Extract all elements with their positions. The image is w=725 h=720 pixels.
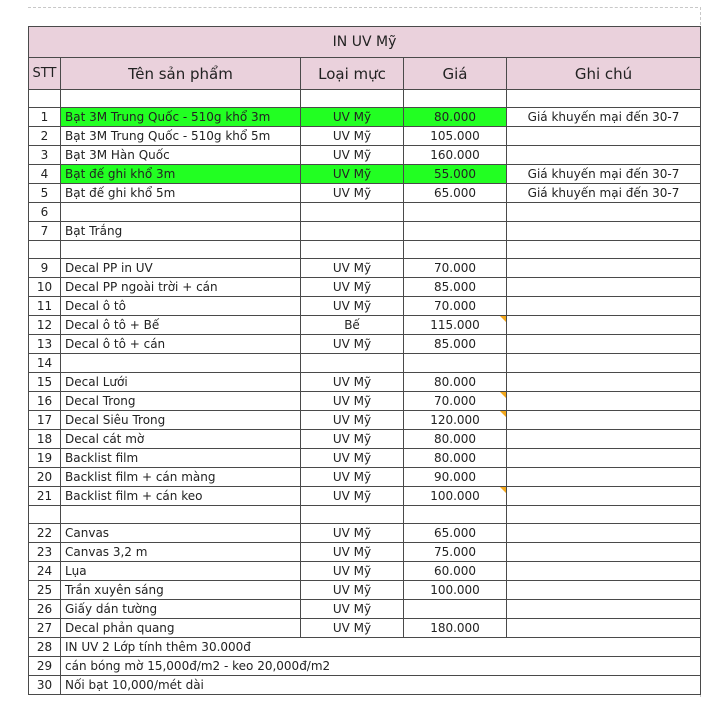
cell-ink[interactable]: UV Mỹ [301, 449, 404, 468]
cell-ink[interactable] [301, 506, 404, 524]
table-row [29, 657, 701, 676]
cell-price[interactable] [404, 638, 507, 657]
cell-ink[interactable]: UV Mỹ [301, 297, 404, 316]
cell-name[interactable]: Bạt đế ghi khổ 3m [61, 165, 301, 184]
cell-price[interactable]: 80.000 [404, 108, 507, 127]
cell-ink[interactable]: UV Mỹ [301, 600, 404, 619]
table-row [29, 222, 701, 241]
cell-stt[interactable]: 12 [29, 316, 61, 335]
cell-price[interactable]: 70.000 [404, 297, 507, 316]
cell-stt[interactable]: 13 [29, 335, 61, 354]
page-boundary-top [28, 7, 698, 8]
table-row [29, 127, 701, 146]
cell-note[interactable] [507, 487, 701, 506]
cell-ink[interactable]: Bế [301, 316, 404, 335]
cell-name[interactable]: Decal ô tô [61, 297, 301, 316]
cell-price[interactable]: 80.000 [404, 449, 507, 468]
cell-price[interactable] [404, 241, 507, 259]
header-note[interactable]: Ghi chú [507, 58, 701, 90]
cell-stt[interactable]: 19 [29, 449, 61, 468]
cell-ink[interactable] [301, 222, 404, 241]
table-row [29, 278, 701, 297]
cell-note[interactable] [507, 354, 701, 373]
cell-name[interactable]: Backlist film [61, 449, 301, 468]
cell-ink[interactable]: UV Mỹ [301, 184, 404, 203]
cell-ink[interactable]: UV Mỹ [301, 392, 404, 411]
cell-note[interactable] [507, 543, 701, 562]
cell-note[interactable] [507, 524, 701, 543]
header-price[interactable]: Giá [404, 58, 507, 90]
cell-ink[interactable] [301, 241, 404, 259]
cell-price[interactable]: 60.000 [404, 562, 507, 581]
cell-ink[interactable]: UV Mỹ [301, 430, 404, 449]
cell-price[interactable]: 75.000 [404, 543, 507, 562]
cell-name[interactable]: Backlist film + cán màng [61, 468, 301, 487]
price-table [28, 26, 701, 695]
header-stt[interactable]: STT [29, 58, 61, 90]
cell-note[interactable] [507, 600, 701, 619]
cell-ink[interactable]: UV Mỹ [301, 411, 404, 430]
cell-ink[interactable]: UV Mỹ [301, 619, 404, 638]
cell-ink[interactable]: UV Mỹ [301, 524, 404, 543]
table-row [29, 259, 701, 278]
cell-stt[interactable]: 11 [29, 297, 61, 316]
table-row [29, 316, 701, 335]
cell-stt[interactable]: 27 [29, 619, 61, 638]
table-row [29, 562, 701, 581]
cell-name[interactable]: Decal Trong [61, 392, 301, 411]
table-row [29, 449, 701, 468]
cell-note[interactable] [507, 335, 701, 354]
cell-name[interactable] [61, 241, 301, 259]
cell-price[interactable]: 85.000 [404, 335, 507, 354]
cell-note[interactable] [507, 127, 701, 146]
cell-price[interactable]: 55.000 [404, 165, 507, 184]
table-row [29, 524, 701, 543]
cell-note[interactable] [507, 316, 701, 335]
cell-name[interactable] [61, 203, 301, 222]
header-ink[interactable]: Loại mực [301, 58, 404, 90]
cell-stt[interactable]: 9 [29, 259, 61, 278]
cell-stt[interactable]: 28 [29, 638, 61, 657]
table-row [29, 297, 701, 316]
table-row [29, 676, 701, 695]
cell-price[interactable]: 70.000 [404, 259, 507, 278]
table-row [29, 411, 701, 430]
cell-name[interactable] [61, 506, 301, 524]
table-row [29, 354, 701, 373]
table-row [29, 468, 701, 487]
table-row [29, 203, 701, 222]
cell-stt[interactable]: 30 [29, 676, 61, 695]
cell-name[interactable]: Decal PP ngoài trời + cán [61, 278, 301, 297]
cell-note[interactable] [507, 222, 701, 241]
cell-name[interactable]: Decal phản quang [61, 619, 301, 638]
table-row [29, 619, 701, 638]
cell-note[interactable] [507, 506, 701, 524]
cell-stt[interactable]: 15 [29, 373, 61, 392]
cell-name[interactable]: Bạt 3M Trung Quốc - 510g khổ 3m [61, 108, 301, 127]
blank-row [29, 506, 701, 524]
cell-name[interactable]: Backlist film + cán keo [61, 487, 301, 506]
cell-ink[interactable]: UV Mỹ [301, 581, 404, 600]
cell-name[interactable]: Decal ô tô + Bế [61, 316, 301, 335]
table-title[interactable]: IN UV Mỹ [29, 27, 701, 58]
table-row [29, 638, 701, 657]
table-row [29, 108, 701, 127]
cell-price[interactable] [404, 203, 507, 222]
cell-name[interactable]: Bạt đế ghi khổ 5m [61, 184, 301, 203]
cell-note[interactable] [507, 90, 701, 108]
cell-name[interactable]: Canvas [61, 524, 301, 543]
cell-name[interactable]: Nối bạt 10,000/mét dài [61, 676, 301, 695]
cell-ink[interactable]: UV Mỹ [301, 278, 404, 297]
cell-note[interactable] [507, 297, 701, 316]
cell-ink[interactable]: UV Mỹ [301, 165, 404, 184]
spreadsheet [28, 26, 700, 695]
cell-price[interactable]: 100.000 [404, 581, 507, 600]
cell-stt[interactable]: 17 [29, 411, 61, 430]
cell-price[interactable]: 65.000 [404, 184, 507, 203]
cell-price[interactable] [404, 90, 507, 108]
cell-ink[interactable] [301, 676, 404, 695]
cell-note[interactable] [507, 657, 701, 676]
cell-stt[interactable] [29, 506, 61, 524]
cell-stt[interactable]: 25 [29, 581, 61, 600]
cell-ink[interactable] [301, 657, 404, 676]
cell-ink[interactable]: UV Mỹ [301, 259, 404, 278]
cell-price[interactable]: 105.000 [404, 127, 507, 146]
cell-ink[interactable] [301, 638, 404, 657]
cell-name[interactable]: Bạt 3M Trung Quốc - 510g khổ 5m [61, 127, 301, 146]
cell-note[interactable] [507, 392, 701, 411]
cell-note[interactable] [507, 430, 701, 449]
cell-note[interactable] [507, 676, 701, 695]
cell-price[interactable]: 180.000 [404, 619, 507, 638]
cell-price[interactable]: 90.000 [404, 468, 507, 487]
cell-stt[interactable]: 7 [29, 222, 61, 241]
cell-price[interactable]: 80.000 [404, 373, 507, 392]
table-row [29, 335, 701, 354]
cell-note[interactable] [507, 468, 701, 487]
cell-stt[interactable]: 5 [29, 184, 61, 203]
cell-stt[interactable]: 22 [29, 524, 61, 543]
cell-stt[interactable]: 14 [29, 354, 61, 373]
cell-stt[interactable]: 10 [29, 278, 61, 297]
title-row [29, 27, 701, 58]
cell-stt[interactable]: 2 [29, 127, 61, 146]
cell-ink[interactable]: UV Mỹ [301, 127, 404, 146]
cell-name[interactable]: Decal Siêu Trong [61, 411, 301, 430]
cell-note[interactable] [507, 259, 701, 278]
table-row [29, 184, 701, 203]
cell-note[interactable]: Giá khuyến mại đến 30-7 [507, 108, 701, 127]
cell-note[interactable] [507, 278, 701, 297]
cell-name[interactable]: Bạt Trắng [61, 222, 301, 241]
cell-note[interactable] [507, 373, 701, 392]
cell-stt[interactable] [29, 90, 61, 108]
cell-stt[interactable]: 21 [29, 487, 61, 506]
cell-stt[interactable]: 3 [29, 146, 61, 165]
cell-ink[interactable]: UV Mỹ [301, 373, 404, 392]
header-row [29, 58, 701, 90]
cell-name[interactable]: Bạt 3M Hàn Quốc [61, 146, 301, 165]
cell-ink[interactable]: UV Mỹ [301, 146, 404, 165]
table-row [29, 430, 701, 449]
cell-ink[interactable] [301, 90, 404, 108]
cell-price[interactable]: 100.000 [404, 487, 507, 506]
cell-price[interactable]: 115.000 [404, 316, 507, 335]
cell-name[interactable]: Decal cát mờ [61, 430, 301, 449]
cell-price[interactable]: 65.000 [404, 524, 507, 543]
cell-price[interactable]: 80.000 [404, 430, 507, 449]
cell-stt[interactable] [29, 241, 61, 259]
cell-note[interactable] [507, 241, 701, 259]
cell-name[interactable] [61, 90, 301, 108]
cell-stt[interactable]: 4 [29, 165, 61, 184]
blank-row [29, 241, 701, 259]
cell-stt[interactable]: 1 [29, 108, 61, 127]
cell-name[interactable]: Decal Lưới [61, 373, 301, 392]
cell-note[interactable]: Giá khuyến mại đến 30-7 [507, 184, 701, 203]
cell-name[interactable]: Giấy dán tường [61, 600, 301, 619]
cell-stt[interactable]: 20 [29, 468, 61, 487]
table-row [29, 392, 701, 411]
cell-ink[interactable]: UV Mỹ [301, 562, 404, 581]
cell-note[interactable]: Giá khuyến mại đến 30-7 [507, 165, 701, 184]
cell-ink[interactable]: UV Mỹ [301, 487, 404, 506]
table-row [29, 487, 701, 506]
cell-ink[interactable] [301, 354, 404, 373]
cell-price[interactable] [404, 676, 507, 695]
cell-stt[interactable]: 18 [29, 430, 61, 449]
cell-ink[interactable] [301, 203, 404, 222]
cell-price[interactable] [404, 600, 507, 619]
cell-price[interactable] [404, 657, 507, 676]
cell-name[interactable] [61, 354, 301, 373]
table-row [29, 581, 701, 600]
cell-name[interactable]: Canvas 3,2 m [61, 543, 301, 562]
cell-price[interactable] [404, 506, 507, 524]
cell-note[interactable] [507, 449, 701, 468]
cell-stt[interactable]: 16 [29, 392, 61, 411]
cell-note[interactable] [507, 581, 701, 600]
cell-ink[interactable]: UV Mỹ [301, 543, 404, 562]
blank-row [29, 90, 701, 108]
header-name[interactable]: Tên sản phẩm [61, 58, 301, 90]
cell-note[interactable] [507, 146, 701, 165]
cell-price[interactable]: 85.000 [404, 278, 507, 297]
cell-stt[interactable]: 29 [29, 657, 61, 676]
cell-price[interactable] [404, 354, 507, 373]
cell-name[interactable]: Decal ô tô + cán [61, 335, 301, 354]
table-row [29, 146, 701, 165]
cell-price[interactable] [404, 222, 507, 241]
cell-name[interactable]: Lụa [61, 562, 301, 581]
cell-price[interactable]: 70.000 [404, 392, 507, 411]
cell-stt[interactable]: 23 [29, 543, 61, 562]
table-row [29, 373, 701, 392]
cell-ink[interactable]: UV Mỹ [301, 468, 404, 487]
cell-name[interactable]: Decal PP in UV [61, 259, 301, 278]
cell-stt[interactable]: 26 [29, 600, 61, 619]
cell-name[interactable]: Trần xuyên sáng [61, 581, 301, 600]
cell-name[interactable]: IN UV 2 Lớp tính thêm 30.000đ [61, 638, 301, 657]
cell-note[interactable] [507, 411, 701, 430]
cell-note[interactable] [507, 619, 701, 638]
cell-note[interactable] [507, 203, 701, 222]
table-row [29, 165, 701, 184]
cell-price[interactable]: 160.000 [404, 146, 507, 165]
cell-note[interactable] [507, 562, 701, 581]
cell-price[interactable]: 120.000 [404, 411, 507, 430]
cell-note[interactable] [507, 638, 701, 657]
cell-stt[interactable]: 6 [29, 203, 61, 222]
cell-ink[interactable]: UV Mỹ [301, 335, 404, 354]
table-row [29, 543, 701, 562]
table-row [29, 600, 701, 619]
cell-stt[interactable]: 24 [29, 562, 61, 581]
cell-ink[interactable]: UV Mỹ [301, 108, 404, 127]
cell-name[interactable]: cán bóng mờ 15,000đ/m2 - keo 20,000đ/m2 [61, 657, 301, 676]
